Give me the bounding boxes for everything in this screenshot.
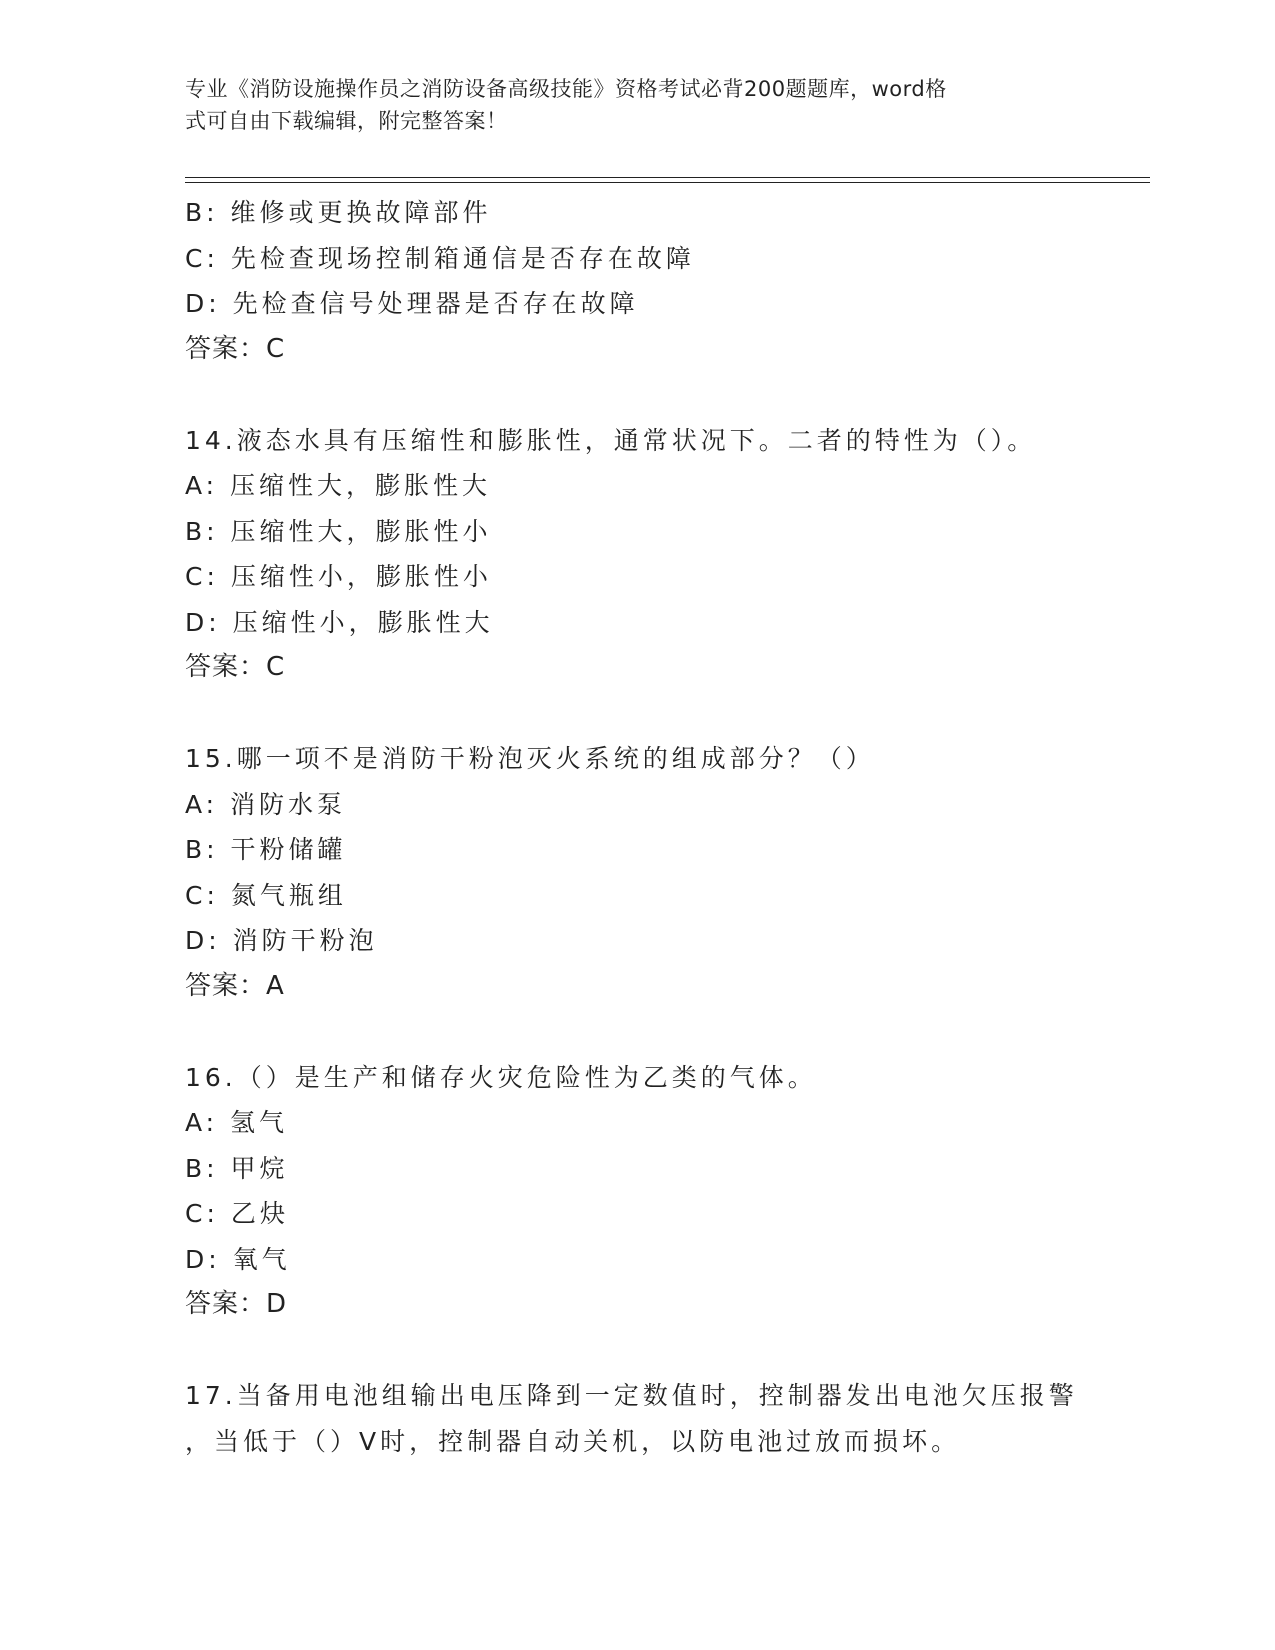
option-c: C: 压缩性小，膨胀性小 (185, 562, 492, 591)
option-c: C: 乙炔 (185, 1199, 289, 1228)
answer-line: 答案：A (185, 970, 285, 1001)
question-list (185, 190, 1105, 1464)
option-b: B: 压缩性大，膨胀性小 (185, 516, 492, 546)
option-d: D: 消防干粉泡 (185, 926, 378, 955)
option-c: C: 氮气瓶组 (185, 880, 347, 910)
option-d: D: 先检查信号处理器是否存在故障 (185, 289, 639, 318)
question-16 (185, 1055, 1105, 1328)
spacer (185, 691, 1105, 737)
spacer (185, 1328, 1105, 1374)
spacer (185, 372, 1105, 418)
question-stem: 14.液态水具有压缩性和膨胀性，通常状况下。二者的特性为（）。 (185, 425, 1037, 455)
option-b: B: 甲烷 (185, 1153, 289, 1183)
option-a: A: 消防水泵 (185, 789, 347, 819)
spacer (185, 1009, 1105, 1055)
question-15 (185, 736, 1105, 1009)
option-c: C: 先检查现场控制箱通信是否存在故障 (185, 243, 695, 273)
option-d: D: 压缩性小，膨胀性大 (185, 607, 494, 637)
question-14 (185, 418, 1105, 691)
answer-line: 答案：D (185, 1289, 288, 1319)
question-stem: 16.（）是生产和储存火灾危险性为乙类的气体。 (185, 1062, 817, 1092)
answer-line: 答案：C (185, 652, 286, 682)
option-b: B: 干粉储罐 (185, 835, 347, 864)
question-stem: 15.哪一项不是消防干粉泡灭火系统的组成部分？（） (185, 744, 875, 773)
option-d: D: 氧气 (185, 1244, 291, 1274)
option-a: A: 压缩性大，膨胀性大 (185, 471, 492, 500)
question-13-continuation (185, 190, 1105, 372)
header-line-1: 专业《消防设施操作员之消防设备高级技能》资格考试必背200题题库，word格 (185, 77, 947, 101)
question-stem-line-1: 17.当备用电池组输出电压降到一定数值时，控制器发出电池欠压报警 (185, 1381, 1078, 1410)
header-line-2: 式可自由下载编辑，附完整答案！ (185, 109, 508, 133)
option-a: A: 氢气 (185, 1108, 289, 1137)
header-divider-top (185, 177, 1150, 178)
page-header (185, 73, 1065, 137)
option-b: B: 维修或更换故障部件 (185, 198, 492, 227)
answer-line: 答案：C (185, 333, 286, 364)
question-stem-line-2: ，当低于（）V时，控制器自动关机，以防电池过放而损坏。 (185, 1426, 961, 1456)
header-divider-bottom (185, 182, 1150, 183)
question-17 (185, 1373, 1105, 1464)
